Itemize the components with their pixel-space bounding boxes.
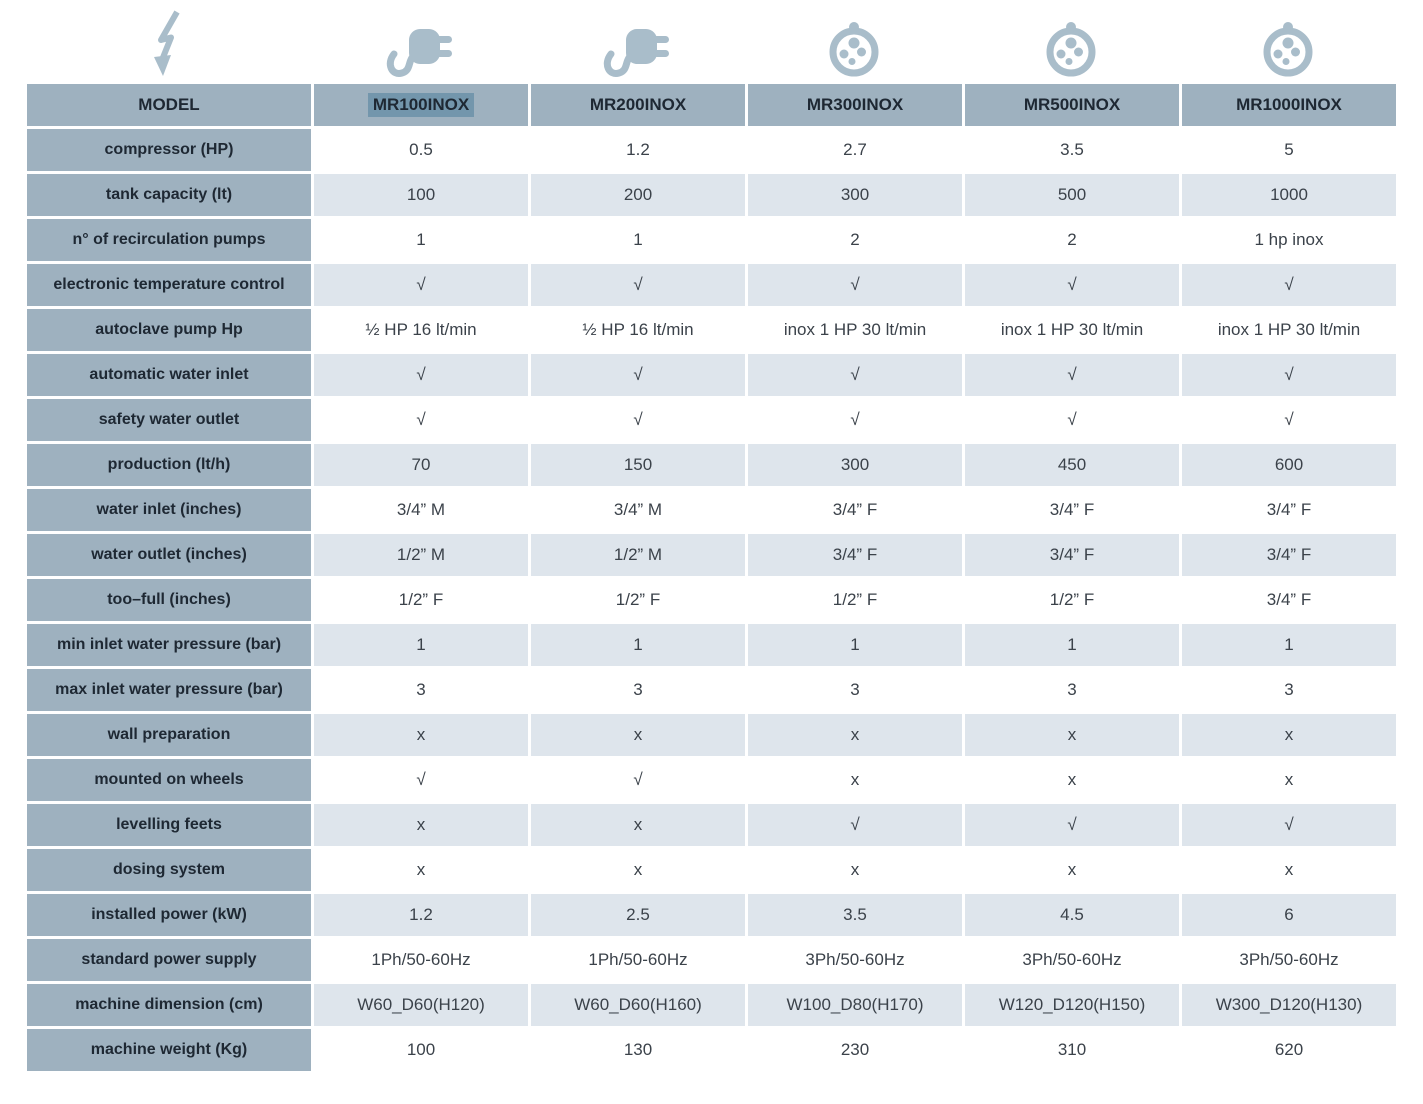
spec-value: √ bbox=[1182, 804, 1396, 846]
spec-value: √ bbox=[314, 264, 528, 306]
spec-value: x bbox=[965, 759, 1179, 801]
spec-value: 3/4” M bbox=[531, 489, 745, 531]
spec-value: √ bbox=[965, 354, 1179, 396]
model-column-header: MODEL bbox=[27, 84, 311, 126]
model-name: MR300INOX bbox=[806, 95, 904, 114]
model-header-1 bbox=[314, 84, 528, 126]
spec-value: 230 bbox=[748, 1029, 962, 1071]
spec-value: 300 bbox=[748, 174, 962, 216]
row-label: min inlet water pressure (bar) bbox=[27, 624, 311, 666]
model-name: MR200INOX bbox=[589, 95, 687, 114]
spec-value: 310 bbox=[965, 1029, 1179, 1071]
row-label: n° of recirculation pumps bbox=[27, 219, 311, 261]
spec-value: 3Ph/50-60Hz bbox=[1182, 939, 1396, 981]
spec-value: 3.5 bbox=[965, 129, 1179, 171]
spec-value: 1/2” F bbox=[531, 579, 745, 621]
row-label: water outlet (inches) bbox=[27, 534, 311, 576]
spec-value: inox 1 HP 30 lt/min bbox=[1182, 309, 1396, 351]
industrial-socket-icon bbox=[825, 18, 883, 84]
spec-value: 1Ph/50-60Hz bbox=[314, 939, 528, 981]
spec-value: 1 bbox=[965, 624, 1179, 666]
spec-value: 1 bbox=[314, 624, 528, 666]
row-label: standard power supply bbox=[27, 939, 311, 981]
spec-value: 1000 bbox=[1182, 174, 1396, 216]
spec-value: √ bbox=[531, 354, 745, 396]
spec-value: 200 bbox=[531, 174, 745, 216]
spec-value: 450 bbox=[965, 444, 1179, 486]
spec-value: 1/2” F bbox=[965, 579, 1179, 621]
spec-value: inox 1 HP 30 lt/min bbox=[748, 309, 962, 351]
spec-value: √ bbox=[965, 264, 1179, 306]
model-header-4 bbox=[965, 84, 1179, 126]
spec-value: 3 bbox=[748, 669, 962, 711]
spec-value: 100 bbox=[314, 174, 528, 216]
spec-value: √ bbox=[314, 354, 528, 396]
row-label: levelling feets bbox=[27, 804, 311, 846]
spec-value: x bbox=[1182, 849, 1396, 891]
spec-value: 4.5 bbox=[965, 894, 1179, 936]
spec-value: 500 bbox=[965, 174, 1179, 216]
spec-value: 1/2” F bbox=[748, 579, 962, 621]
spec-value: 6 bbox=[1182, 894, 1396, 936]
spec-value: 2 bbox=[748, 219, 962, 261]
spec-value: 3.5 bbox=[748, 894, 962, 936]
spec-value: 3/4” F bbox=[1182, 534, 1396, 576]
power-plug-icon bbox=[384, 22, 456, 84]
spec-value: x bbox=[531, 714, 745, 756]
spec-value: √ bbox=[748, 804, 962, 846]
spec-value: 1/2” F bbox=[314, 579, 528, 621]
spec-value: 1.2 bbox=[314, 894, 528, 936]
spec-value: √ bbox=[531, 399, 745, 441]
spec-value: x bbox=[748, 849, 962, 891]
spec-value: 3 bbox=[531, 669, 745, 711]
spec-value: x bbox=[314, 849, 528, 891]
spec-value: √ bbox=[531, 264, 745, 306]
row-label: machine weight (Kg) bbox=[27, 1029, 311, 1071]
spec-value: 3/4” F bbox=[965, 489, 1179, 531]
spec-value: x bbox=[314, 714, 528, 756]
row-label: max inlet water pressure (bar) bbox=[27, 669, 311, 711]
spec-value: x bbox=[531, 849, 745, 891]
spec-value: √ bbox=[965, 399, 1179, 441]
spec-value: x bbox=[531, 804, 745, 846]
spec-value: ½ HP 16 lt/min bbox=[531, 309, 745, 351]
spec-value: 300 bbox=[748, 444, 962, 486]
selected-model-name[interactable]: MR100INOX bbox=[368, 93, 474, 117]
spec-value: √ bbox=[748, 264, 962, 306]
row-label: dosing system bbox=[27, 849, 311, 891]
row-label: automatic water inlet bbox=[27, 354, 311, 396]
spec-value: 3/4” F bbox=[1182, 579, 1396, 621]
spec-value: 150 bbox=[531, 444, 745, 486]
spec-value: W60_D60(H160) bbox=[531, 984, 745, 1026]
spec-value: W100_D80(H170) bbox=[748, 984, 962, 1026]
spec-value: 3 bbox=[314, 669, 528, 711]
spec-value: √ bbox=[965, 804, 1179, 846]
spec-value: 1 hp inox bbox=[1182, 219, 1396, 261]
industrial-socket-icon bbox=[1042, 18, 1100, 84]
spec-value: √ bbox=[531, 759, 745, 801]
spec-value: x bbox=[748, 759, 962, 801]
row-label: tank capacity (lt) bbox=[27, 174, 311, 216]
power-plug-icon bbox=[601, 22, 673, 84]
spec-value: 3 bbox=[1182, 669, 1396, 711]
spec-value: 2.5 bbox=[531, 894, 745, 936]
model-header-5 bbox=[1182, 84, 1396, 126]
spec-value: 130 bbox=[531, 1029, 745, 1071]
model-name: MR500INOX bbox=[1023, 95, 1121, 114]
spec-value: 1 bbox=[314, 219, 528, 261]
spec-value: 3/4” F bbox=[965, 534, 1179, 576]
spec-value: ½ HP 16 lt/min bbox=[314, 309, 528, 351]
model-name: MR1000INOX bbox=[1236, 95, 1342, 114]
spec-value: √ bbox=[748, 399, 962, 441]
spec-value: √ bbox=[748, 354, 962, 396]
industrial-socket-icon bbox=[1259, 18, 1317, 84]
spec-value: 3 bbox=[965, 669, 1179, 711]
spec-value: √ bbox=[314, 399, 528, 441]
spec-value: 1 bbox=[1182, 624, 1396, 666]
row-label: safety water outlet bbox=[27, 399, 311, 441]
row-label: too–full (inches) bbox=[27, 579, 311, 621]
model-header-3 bbox=[748, 84, 962, 126]
spec-value: 3/4” M bbox=[314, 489, 528, 531]
row-label: electronic temperature control bbox=[27, 264, 311, 306]
spec-value: 1 bbox=[748, 624, 962, 666]
spec-value: x bbox=[1182, 714, 1396, 756]
spec-value: x bbox=[965, 714, 1179, 756]
spec-value: 100 bbox=[314, 1029, 528, 1071]
spec-value: 3Ph/50-60Hz bbox=[748, 939, 962, 981]
spec-value: inox 1 HP 30 lt/min bbox=[965, 309, 1179, 351]
column-icons-row bbox=[27, 0, 1396, 84]
spec-value: 600 bbox=[1182, 444, 1396, 486]
row-label: water inlet (inches) bbox=[27, 489, 311, 531]
spec-value: √ bbox=[1182, 264, 1396, 306]
row-label: production (lt/h) bbox=[27, 444, 311, 486]
spec-value: W120_D120(H150) bbox=[965, 984, 1179, 1026]
row-label: wall preparation bbox=[27, 714, 311, 756]
row-label: autoclave pump Hp bbox=[27, 309, 311, 351]
model-header-2 bbox=[531, 84, 745, 126]
row-label: compressor (HP) bbox=[27, 129, 311, 171]
spec-value: 1.2 bbox=[531, 129, 745, 171]
spec-value: 0.5 bbox=[314, 129, 528, 171]
row-label: mounted on wheels bbox=[27, 759, 311, 801]
spec-value: x bbox=[1182, 759, 1396, 801]
spec-value: W300_D120(H130) bbox=[1182, 984, 1396, 1026]
spec-value: 2 bbox=[965, 219, 1179, 261]
spec-value: x bbox=[748, 714, 962, 756]
spec-value: 2.7 bbox=[748, 129, 962, 171]
spec-value: 1/2” M bbox=[314, 534, 528, 576]
spec-value: x bbox=[314, 804, 528, 846]
spec-value: 5 bbox=[1182, 129, 1396, 171]
spec-value: 70 bbox=[314, 444, 528, 486]
lightning-bolt-icon bbox=[148, 8, 190, 84]
spec-value: √ bbox=[1182, 354, 1396, 396]
spec-value: 1 bbox=[531, 624, 745, 666]
spec-value: 1/2” M bbox=[531, 534, 745, 576]
spec-value: 620 bbox=[1182, 1029, 1396, 1071]
spec-value: 3/4” F bbox=[748, 489, 962, 531]
row-label: machine dimension (cm) bbox=[27, 984, 311, 1026]
spec-value: √ bbox=[314, 759, 528, 801]
spec-value: 3/4” F bbox=[1182, 489, 1396, 531]
spec-table bbox=[27, 84, 1396, 1071]
spec-value: 1 bbox=[531, 219, 745, 261]
spec-value: x bbox=[965, 849, 1179, 891]
spec-value: W60_D60(H120) bbox=[314, 984, 528, 1026]
spec-value: 3/4” F bbox=[748, 534, 962, 576]
spec-value: 3Ph/50-60Hz bbox=[965, 939, 1179, 981]
spec-value: 1Ph/50-60Hz bbox=[531, 939, 745, 981]
row-label: installed power (kW) bbox=[27, 894, 311, 936]
spec-value: √ bbox=[1182, 399, 1396, 441]
